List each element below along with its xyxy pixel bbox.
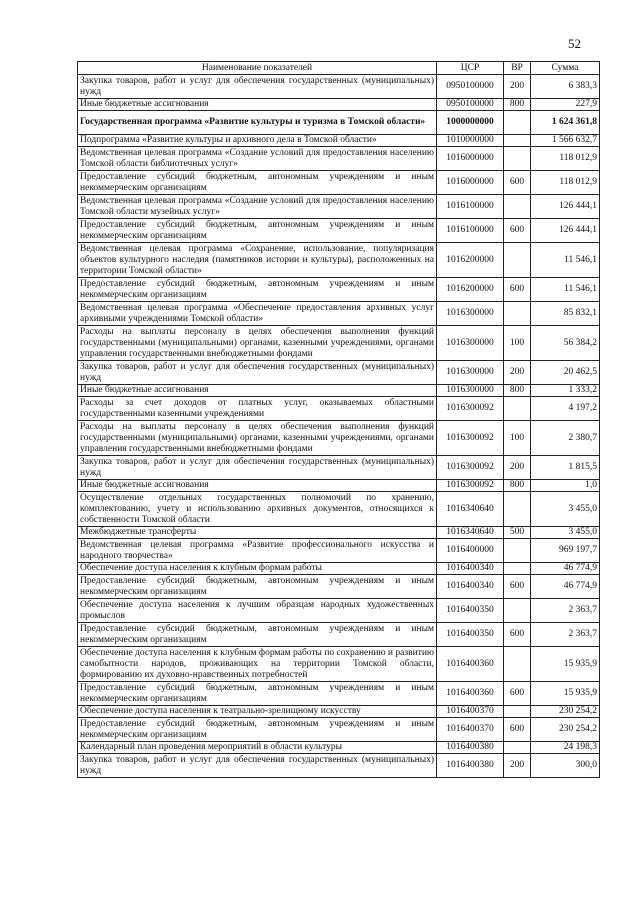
row-csr-cell: 1016300092 xyxy=(437,397,504,421)
table-row xyxy=(78,385,600,397)
page-number: 52 xyxy=(568,36,581,51)
row-vr-cell xyxy=(504,492,531,527)
row-sum-cell: 15 935,9 xyxy=(531,647,600,682)
row-sum-cell: 227,9 xyxy=(531,99,600,111)
row-vr-cell xyxy=(504,195,531,219)
table-row xyxy=(78,75,600,99)
row-sum-cell: 6 383,3 xyxy=(531,75,600,99)
row-csr-cell: 1016300000 xyxy=(437,302,504,326)
budget-table xyxy=(77,61,600,778)
row-name-cell: Ведомственная целевая программа «Сохранение, использование, популяризация объектов культурного наследия (памятников истории и культуры), расположенных на территории Томской области» xyxy=(78,243,437,278)
row-csr-cell: 1016200000 xyxy=(437,243,504,278)
row-vr-cell: 600 xyxy=(504,171,531,195)
table-row xyxy=(78,623,600,647)
table-row xyxy=(78,456,600,480)
row-sum-cell: 11 546,1 xyxy=(531,278,600,302)
row-name-cell: Предоставление субсидий бюджетным, автономным учреждениям и иным некоммерческим организациям xyxy=(78,682,437,706)
row-name-cell: Обеспечение доступа населения к клубным формам работы по сохранению и развитию самобытности народов, проживающих на территории Томской области, формированию их духовно-нравственных потребностей xyxy=(78,647,437,682)
row-name-cell: Ведомственная целевая программа «Обеспечение предоставления архивных услуг архивными учреждениями Томской области» xyxy=(78,302,437,326)
row-name-cell: Ведомственная целевая программа «Создание условий для предоставления населению Томской области библиотечных услуг» xyxy=(78,147,437,171)
table-row xyxy=(78,99,600,111)
row-sum-cell: 126 444,1 xyxy=(531,219,600,243)
row-sum-cell: 15 935,9 xyxy=(531,682,600,706)
row-csr-cell: 1016300092 xyxy=(437,421,504,456)
row-vr-cell xyxy=(504,647,531,682)
row-name-cell: Государственная программа «Развитие культуры и туризма в Томской области» xyxy=(78,111,437,135)
row-sum-cell: 969 197,7 xyxy=(531,539,600,563)
row-csr-cell: 1016100000 xyxy=(437,195,504,219)
row-csr-cell: 1016400350 xyxy=(437,599,504,623)
row-csr-cell: 1016300000 xyxy=(437,361,504,385)
row-name-cell: Ведомственная целевая программа «Создание условий для предоставления населению Томской области музейных услуг» xyxy=(78,195,437,219)
row-sum-cell: 3 455,0 xyxy=(531,527,600,539)
row-sum-cell: 56 384,2 xyxy=(531,326,600,361)
table-row xyxy=(78,647,600,682)
row-csr-cell: 1016000000 xyxy=(437,147,504,171)
table-row xyxy=(78,302,600,326)
row-name-cell: Предоставление субсидий бюджетным, автономным учреждениям и иным некоммерческим организациям xyxy=(78,718,437,742)
table-row xyxy=(78,599,600,623)
row-sum-cell: 1 333,2 xyxy=(531,385,600,397)
row-csr-cell: 1016300092 xyxy=(437,480,504,492)
row-sum-cell: 1 566 632,7 xyxy=(531,135,600,147)
row-sum-cell: 85 832,1 xyxy=(531,302,600,326)
row-sum-cell: 118 012,9 xyxy=(531,171,600,195)
row-vr-cell: 500 xyxy=(504,527,531,539)
row-name-cell: Предоставление субсидий бюджетным, автономным учреждениям и иным некоммерческим организациям xyxy=(78,171,437,195)
row-name-cell: Закупка товаров, работ и услуг для обеспечения государственных (муниципальных) нужд xyxy=(78,754,437,778)
row-name-cell: Ведомственная целевая программа «Развитие профессионального искусства и народного творчества» xyxy=(78,539,437,563)
table-row xyxy=(78,480,600,492)
header-csr: ЦСР xyxy=(437,62,504,75)
row-csr-cell: 1016400340 xyxy=(437,575,504,599)
table-row xyxy=(78,682,600,706)
row-csr-cell: 1016400370 xyxy=(437,718,504,742)
row-vr-cell xyxy=(504,706,531,718)
table-row xyxy=(78,147,600,171)
row-csr-cell: 1016400360 xyxy=(437,647,504,682)
row-sum-cell: 2 363,7 xyxy=(531,599,600,623)
table-row xyxy=(78,195,600,219)
row-sum-cell: 24 198,3 xyxy=(531,742,600,754)
row-vr-cell xyxy=(504,135,531,147)
header-vr: ВР xyxy=(504,62,531,75)
row-sum-cell: 20 462,5 xyxy=(531,361,600,385)
row-sum-cell: 2 380,7 xyxy=(531,421,600,456)
row-name-cell: Расходы за счет доходов от платных услуг, оказываемых областными государственными казенными учреждениями xyxy=(78,397,437,421)
row-name-cell: Подпрограмма «Развитие культуры и архивного дела в Томской области» xyxy=(78,135,437,147)
row-sum-cell: 1 815,5 xyxy=(531,456,600,480)
row-csr-cell: 1016400380 xyxy=(437,742,504,754)
row-csr-cell: 1016400370 xyxy=(437,706,504,718)
row-csr-cell: 1016400340 xyxy=(437,563,504,575)
table-header-row xyxy=(78,62,600,75)
row-vr-cell: 100 xyxy=(504,326,531,361)
row-sum-cell: 230 254,2 xyxy=(531,718,600,742)
row-csr-cell: 0950100000 xyxy=(437,75,504,99)
table-row xyxy=(78,421,600,456)
row-sum-cell: 1 624 361,8 xyxy=(531,111,600,135)
row-csr-cell: 1016300092 xyxy=(437,456,504,480)
row-name-cell: Расходы на выплаты персоналу в целях обеспечения выполнения функций государственными (муниципальными) органами, казенными учреждениями, органами управления государственными внебюджетными фондами xyxy=(78,421,437,456)
row-name-cell: Предоставление субсидий бюджетным, автономным учреждениям и иным некоммерческим организациям xyxy=(78,575,437,599)
row-vr-cell: 100 xyxy=(504,421,531,456)
row-csr-cell: 1000000000 xyxy=(437,111,504,135)
table-row xyxy=(78,718,600,742)
table-row xyxy=(78,575,600,599)
row-vr-cell xyxy=(504,563,531,575)
row-sum-cell: 118 012,9 xyxy=(531,147,600,171)
row-name-cell: Обеспечение доступа населения к клубным формам работы xyxy=(78,563,437,575)
row-sum-cell: 300,0 xyxy=(531,754,600,778)
row-sum-cell: 1,0 xyxy=(531,480,600,492)
row-csr-cell: 1016340640 xyxy=(437,492,504,527)
row-vr-cell: 600 xyxy=(504,718,531,742)
row-sum-cell: 2 363,7 xyxy=(531,623,600,647)
table-row xyxy=(78,278,600,302)
row-vr-cell: 200 xyxy=(504,456,531,480)
table-row xyxy=(78,361,600,385)
table-row xyxy=(78,111,600,135)
table-row xyxy=(78,171,600,195)
row-vr-cell: 600 xyxy=(504,219,531,243)
row-sum-cell: 46 774,9 xyxy=(531,575,600,599)
row-csr-cell: 1010000000 xyxy=(437,135,504,147)
row-sum-cell: 126 444,1 xyxy=(531,195,600,219)
header-name: Наименование показателей xyxy=(78,62,437,75)
row-vr-cell: 600 xyxy=(504,623,531,647)
header-sum: Сумма xyxy=(531,62,600,75)
row-name-cell: Иные бюджетные ассигнования xyxy=(78,99,437,111)
row-vr-cell xyxy=(504,599,531,623)
row-vr-cell: 600 xyxy=(504,682,531,706)
row-vr-cell: 600 xyxy=(504,278,531,302)
row-csr-cell: 1016300000 xyxy=(437,326,504,361)
table-row xyxy=(78,219,600,243)
row-sum-cell: 4 197,2 xyxy=(531,397,600,421)
row-vr-cell xyxy=(504,397,531,421)
row-name-cell: Иные бюджетные ассигнования xyxy=(78,385,437,397)
row-vr-cell: 200 xyxy=(504,361,531,385)
row-csr-cell: 1016400380 xyxy=(437,754,504,778)
row-sum-cell: 230 254,2 xyxy=(531,706,600,718)
row-name-cell: Закупка товаров, работ и услуг для обеспечения государственных (муниципальных) нужд xyxy=(78,456,437,480)
row-csr-cell: 0950100000 xyxy=(437,99,504,111)
table-row xyxy=(78,539,600,563)
row-vr-cell xyxy=(504,111,531,135)
row-vr-cell: 800 xyxy=(504,480,531,492)
row-csr-cell: 1016400360 xyxy=(437,682,504,706)
row-csr-cell: 1016100000 xyxy=(437,219,504,243)
row-name-cell: Календарный план проведения мероприятий в области культуры xyxy=(78,742,437,754)
row-name-cell: Предоставление субсидий бюджетным, автономным учреждениям и иным некоммерческим организациям xyxy=(78,623,437,647)
table-row xyxy=(78,742,600,754)
row-name-cell: Предоставление субсидий бюджетным, автономным учреждениям и иным некоммерческим организациям xyxy=(78,219,437,243)
table-row xyxy=(78,706,600,718)
row-vr-cell xyxy=(504,742,531,754)
row-vr-cell xyxy=(504,539,531,563)
row-name-cell: Обеспечение доступа населения к лучшим образцам народных художественных промыслов xyxy=(78,599,437,623)
table-row xyxy=(78,243,600,278)
row-csr-cell: 1016340640 xyxy=(437,527,504,539)
row-sum-cell: 3 455,0 xyxy=(531,492,600,527)
table-body xyxy=(78,75,600,778)
row-vr-cell xyxy=(504,243,531,278)
table-row xyxy=(78,135,600,147)
row-name-cell: Расходы на выплаты персоналу в целях обеспечения выполнения функций государственными (муниципальными) органами, казенными учреждениями, органами управления государственными внебюджетными фондами xyxy=(78,326,437,361)
row-vr-cell: 600 xyxy=(504,575,531,599)
row-vr-cell: 800 xyxy=(504,99,531,111)
row-csr-cell: 1016400000 xyxy=(437,539,504,563)
row-vr-cell xyxy=(504,302,531,326)
row-csr-cell: 1016300000 xyxy=(437,385,504,397)
row-name-cell: Закупка товаров, работ и услуг для обеспечения государственных (муниципальных) нужд xyxy=(78,361,437,385)
table-row xyxy=(78,326,600,361)
table-row xyxy=(78,492,600,527)
row-name-cell: Иные бюджетные ассигнования xyxy=(78,480,437,492)
row-name-cell: Закупка товаров, работ и услуг для обеспечения государственных (муниципальных) нужд xyxy=(78,75,437,99)
table-row xyxy=(78,397,600,421)
row-name-cell: Обеспечение доступа населения к театрально-зрелищному искусству xyxy=(78,706,437,718)
row-sum-cell: 46 774,9 xyxy=(531,563,600,575)
row-sum-cell: 11 546,1 xyxy=(531,243,600,278)
row-name-cell: Предоставление субсидий бюджетным, автономным учреждениям и иным некоммерческим организациям xyxy=(78,278,437,302)
row-name-cell: Осуществление отдельных государственных полномочий по хранению, комплектованию, учету и использованию архивных документов, относящихся к собственности Томской области xyxy=(78,492,437,527)
row-vr-cell: 200 xyxy=(504,754,531,778)
row-vr-cell xyxy=(504,147,531,171)
row-csr-cell: 1016000000 xyxy=(437,171,504,195)
row-csr-cell: 1016200000 xyxy=(437,278,504,302)
row-vr-cell: 200 xyxy=(504,75,531,99)
row-name-cell: Межбюджетные трансферты xyxy=(78,527,437,539)
row-vr-cell: 800 xyxy=(504,385,531,397)
table-row xyxy=(78,563,600,575)
table-row xyxy=(78,754,600,778)
table-row xyxy=(78,527,600,539)
row-csr-cell: 1016400350 xyxy=(437,623,504,647)
